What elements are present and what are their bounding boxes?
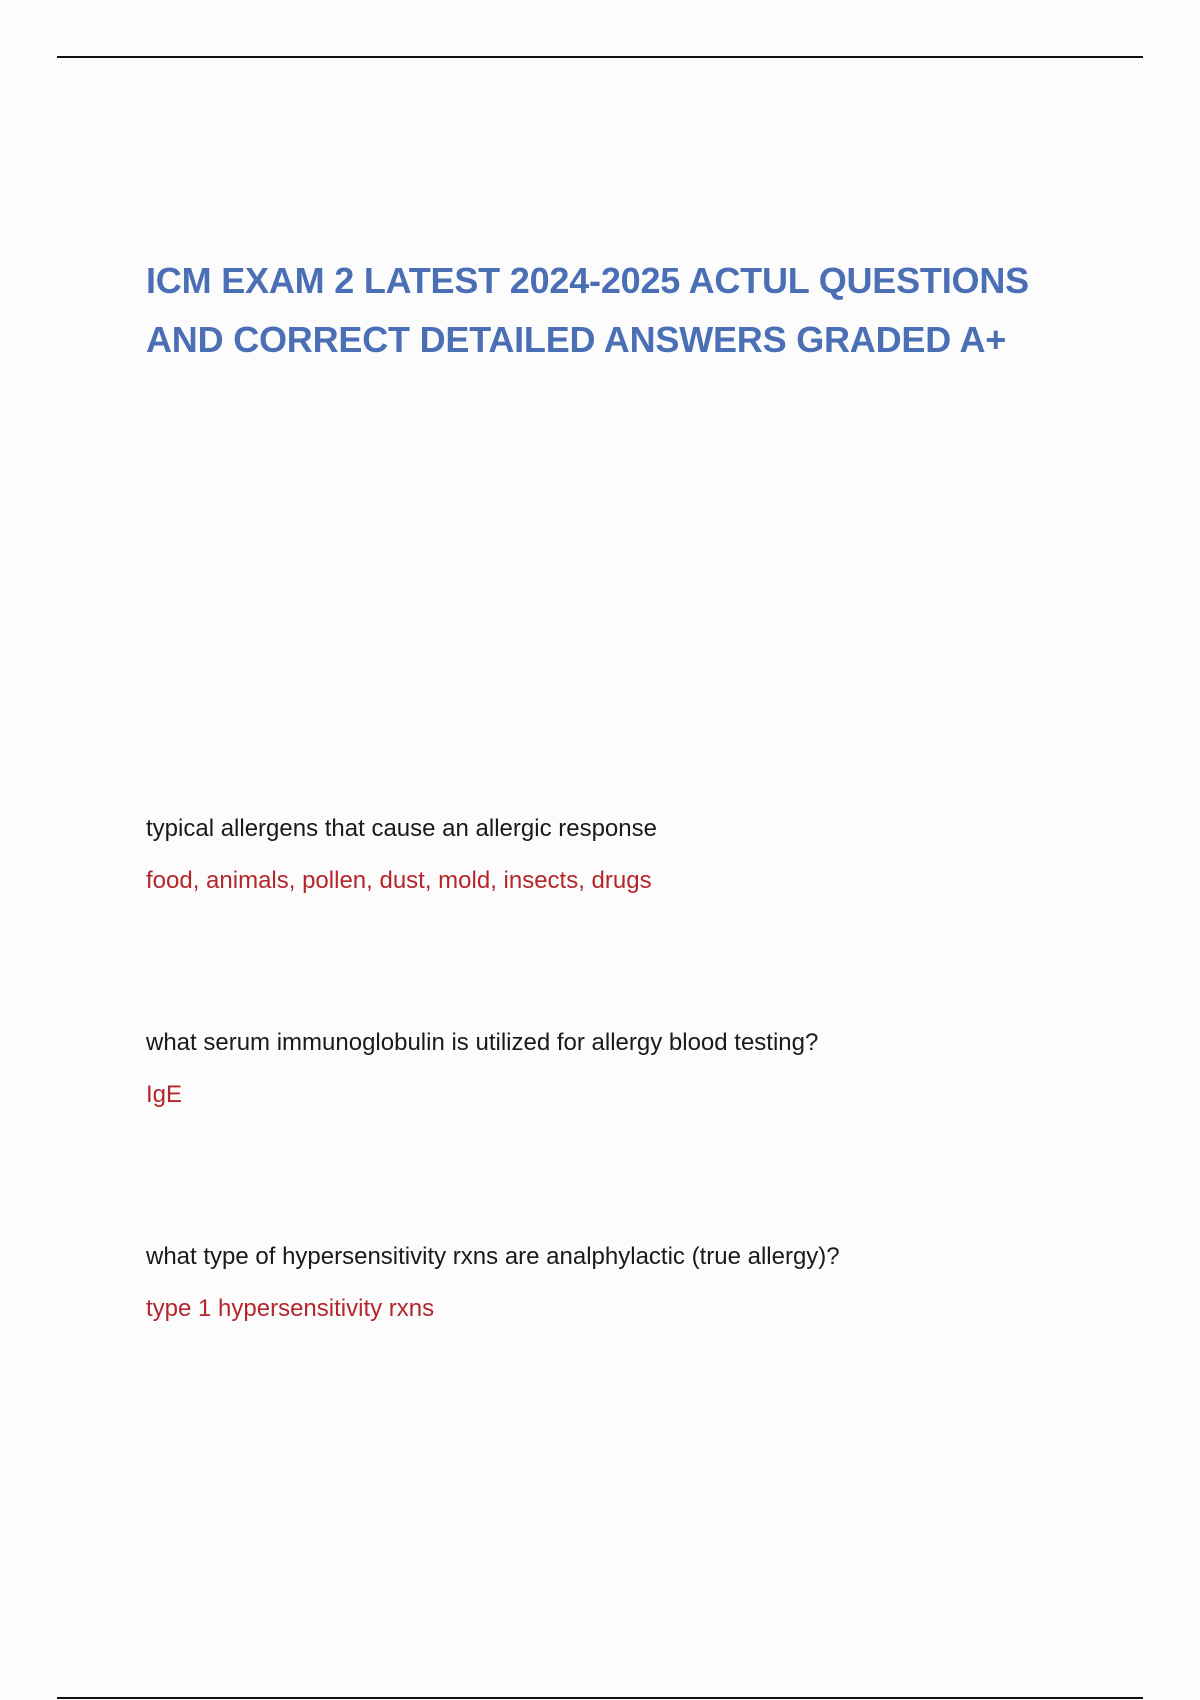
document-title-line-1: ICM EXAM 2 LATEST 2024-2025 ACTUL QUESTIONS xyxy=(146,260,1029,301)
answer-text: IgE xyxy=(146,1081,183,1108)
qa-item-3 xyxy=(146,1242,1146,1324)
header-rule xyxy=(57,56,1143,58)
qa-item-1 xyxy=(146,814,1146,896)
document-title-line-2: AND CORRECT DETAILED ANSWERS GRADED A+ xyxy=(146,319,1007,360)
answer-text: type 1 hypersensitivity rxns xyxy=(146,1295,435,1322)
answer-text: food, animals, pollen, dust, mold, insects, drugs xyxy=(146,867,652,894)
footer-rule xyxy=(57,1697,1143,1699)
document-title xyxy=(146,251,1146,369)
question-text: what serum immunoglobulin is utilized for allergy blood testing? xyxy=(146,1029,819,1056)
question-text: what type of hypersensitivity rxns are analphylactic (true allergy)? xyxy=(146,1243,840,1270)
question-text: typical allergens that cause an allergic response xyxy=(146,815,657,842)
qa-item-2 xyxy=(146,1028,1146,1110)
